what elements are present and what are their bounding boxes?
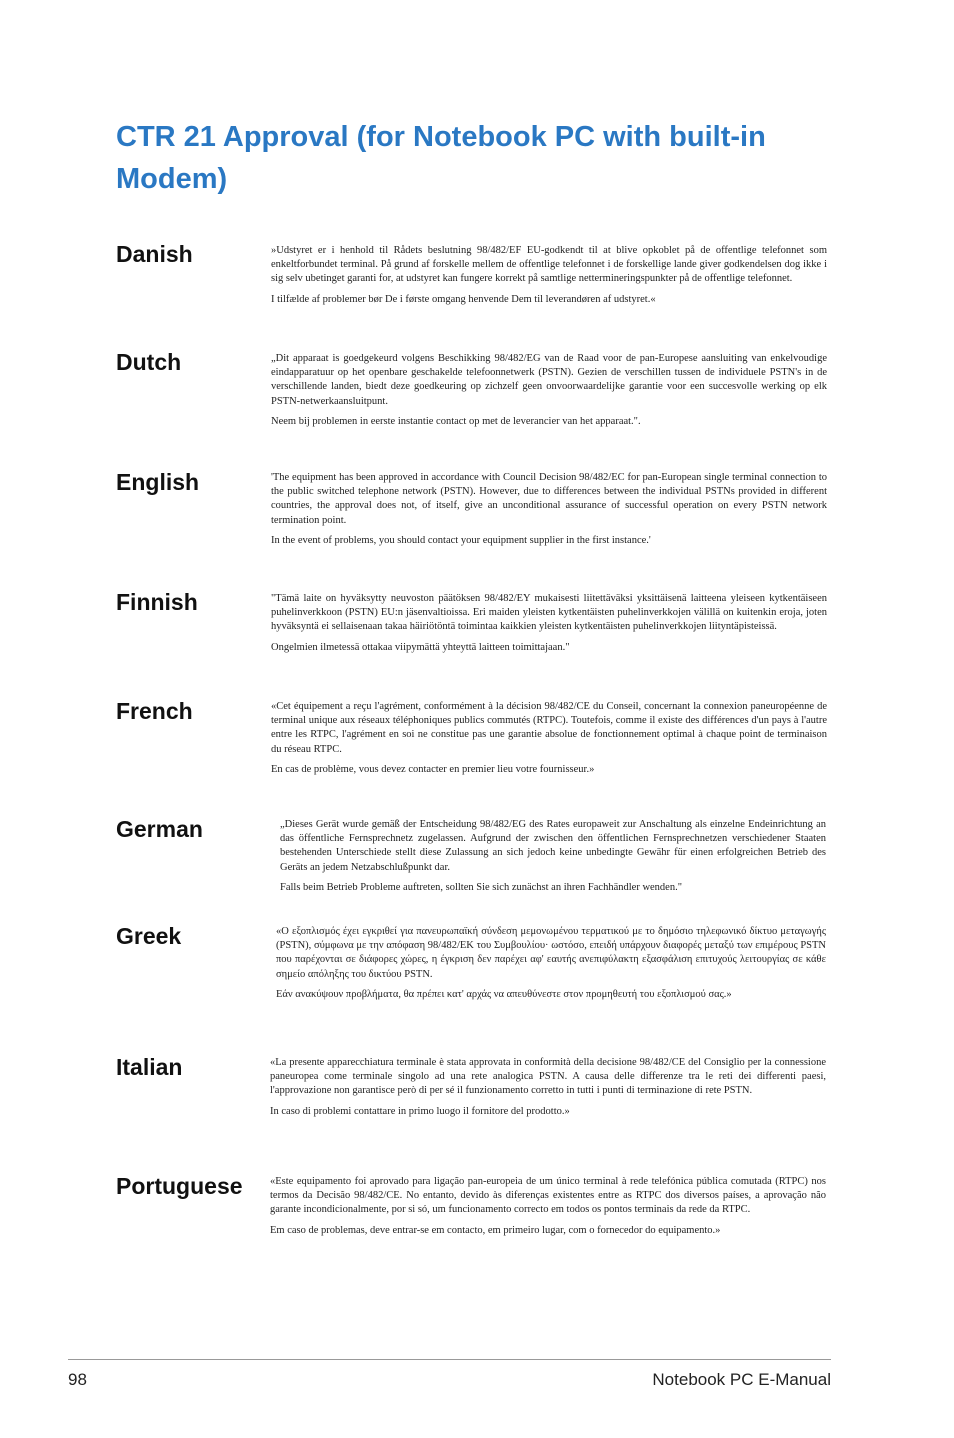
approval-paragraph: «La presente apparecchiatura terminale è stata approvata in conformità della decisione 98/482/CE del Consiglio per la connessione paneuropea come terminale singolo ad una rete analogica PSTN. A causa delle differenze tra le reti dei differenti paesi, l'approvazione non garantisce però di per sé il funzionamento corretto in tutti i punti di terminazione di rete PSTN. xyxy=(270,1057,826,1097)
language-label: Portuguese xyxy=(116,1173,243,1199)
language-label: Finnish xyxy=(116,589,198,615)
approval-paragraph: »Udstyret er i henhold til Rådets beslutning 98/482/EF EU-godkendt til at blive opkoblet på de offentlige telefonnet som enkeltforbundet terminal. På grund af forskelle mellem de offentlige telefonnet i de forskellige lande giver godkendelsen dog ikke i sig selv ubetinget garanti for, at udstyret kan fungere korrekt på samtlige nettermineringspunkter på de offentlige telefonnet. xyxy=(271,245,827,285)
language-label: French xyxy=(116,698,193,724)
approval-text xyxy=(271,592,827,661)
approval-paragraph: Neem bij problemen in eerste instantie contact op met de leverancier van het apparaat.". xyxy=(271,415,641,427)
language-label: Italian xyxy=(116,1054,183,1080)
approval-paragraph: "Tämä laite on hyväksytty neuvoston päätöksen 98/482/EY mukaisesti liitettäväksi yksittäisenä laitteena yleiseen kytkentäiseen puhelinverkkoon (PSTN) EU:n jäsenvaltioissa. Eri maiden yleisten kytkentäisten puhelinverkkojen välillä on kuitenkin eroja, joten hyväksyntä ei sellaisenaan takaa häiriötöntä toimintaa kaikkien yleisten kytkentäisten puhelinverkkojen liityntäpisteissä. xyxy=(271,593,827,633)
approval-paragraph: Falls beim Betrieb Probleme auftreten, sollten Sie sich zunächst an ihren Fachhändler wenden." xyxy=(280,881,683,893)
language-label: Greek xyxy=(116,923,182,949)
approval-text xyxy=(280,818,826,901)
language-label: Dutch xyxy=(116,349,182,375)
approval-paragraph: „Dieses Gerät wurde gemäß der Entscheidung 98/482/EG des Rates europaweit zur Anschaltung als einzelne Endeinrichtung an das öffentliche Fernsprechnetz zugelassen. Aufgrund der zwischen den öffentlichen Fernsprechnetzen verschiedener Staaten bestehenden Unterschiede stellt diese Zulassung an sich jedoch keine unbedingte Gewähr für einen erfolgreichen Betrieb des Geräts an jedem Netzabschlußpunkt dar. xyxy=(280,819,826,873)
page-title: CTR 21 Approval (for Notebook PC with built-in Modem) xyxy=(116,121,766,195)
language-label: Danish xyxy=(116,241,193,267)
approval-text xyxy=(276,925,826,1008)
approval-paragraph: Ongelmien ilmetessä ottakaa viipymättä yhteyttä laitteen toimittajaan." xyxy=(271,641,570,653)
approval-paragraph: 'The equipment has been approved in accordance with Council Decision 98/482/EC for pan-European single terminal connection to the public switched telephone network (PSTN). However, due to differences between the individual PSTNs provided in different countries, the approval does not, of itself, give an unconditional assurance of successful operation on every PSTN network termination point. xyxy=(271,472,827,526)
approval-paragraph: Em caso de problemas, deve entrar-se em contacto, em primeiro lugar, com o fornecedor do equipamento.» xyxy=(270,1224,721,1236)
approval-paragraph: «Cet équipement a reçu l'agrément, conformément à la décision 98/482/CE du Conseil, concernant la connexion paneuropéenne de terminal unique aux réseaux téléphoniques publics commutés (RTPC). Toutefois, comme il existe des différences d'un pays à l'autre entre les RTPC, l'agrément en soi ne constitue pas une garantie absolue de fonctionnement optimal à chaque point de terminaison du réseau RTPC. xyxy=(271,701,827,755)
approval-text xyxy=(271,244,827,313)
approval-paragraph: „Dit apparaat is goedgekeurd volgens Beschikking 98/482/EG van de Raad voor de pan-Europese aansluiting van enkelvoudige eindapparatuur op het openbare geschakelde telefoonnetwerk (PSTN). Gezien de verschillen tussen de individuele PSTN's in de verschillende landen, biedt deze goedkeuring op zichzelf geen onvoorwaardelijke garantie voor een succesvolle werking op elk PSTN-netwerkaansluitpunt. xyxy=(271,353,827,407)
page-number: 98 xyxy=(68,1370,87,1389)
approval-paragraph: En cas de problème, vous devez contacter en premier lieu votre fournisseur.» xyxy=(271,763,595,775)
approval-paragraph: «Ο εξοπλισμός έχει εγκριθεί για πανευρωπαϊκή σύνδεση μεμονωμένου τερματικού με το δημόσιο τηλεφωνικό δίκτυο μεταγωγής (PSTN), σύμφωνα με την απόφαση 98/482/ΕΚ του Συμβουλίου· ωστόσο, επειδή υπάρχουν διαφορές μεταξύ των επιμέρους PSTN που παρέχονται σε διάφορες χώρες, η έγκριση δεν παρέχει αφ' εαυτής ανεπιφύλακτη εξασφάλιση επιτυχούς λειτουργίας σε κάθε σημείο απόληξης του δικτύου PSTN. xyxy=(276,926,826,980)
approval-paragraph: «Este equipamento foi aprovado para ligação pan-europeia de um único terminal à rede telefónica pública comutada (RTPC) nos termos da Decisão 98/482/CE. No entanto, devido às diferenças existentes entre as RTPC dos diversos países, a aprovação não garante incondicionalmente, por si só, um funcionamento correcto em todos os pontos terminais da rede da RTPC. xyxy=(270,1176,826,1216)
language-label: English xyxy=(116,469,200,495)
language-label: German xyxy=(116,816,203,842)
approval-text xyxy=(271,352,827,435)
approval-paragraph: I tilfælde af problemer bør De i første omgang henvende Dem til leverandøren af udstyret.« xyxy=(271,293,656,305)
footer-divider xyxy=(68,1359,831,1360)
approval-text xyxy=(271,471,827,554)
approval-paragraph: Εάν ανακύψουν προβλήματα, θα πρέπει κατ' αρχάς να απευθύνεστε στον προμηθευτή του εξοπλισμού σας.» xyxy=(276,988,732,1000)
approval-text xyxy=(271,700,827,783)
approval-text xyxy=(270,1056,826,1125)
approval-paragraph: In the event of problems, you should contact your equipment supplier in the first instance.' xyxy=(271,534,651,546)
manual-title: Notebook PC E-Manual xyxy=(652,1370,831,1389)
approval-paragraph: In caso di problemi contattare in primo luogo il fornitore del prodotto.» xyxy=(270,1105,570,1117)
approval-text xyxy=(270,1175,826,1244)
